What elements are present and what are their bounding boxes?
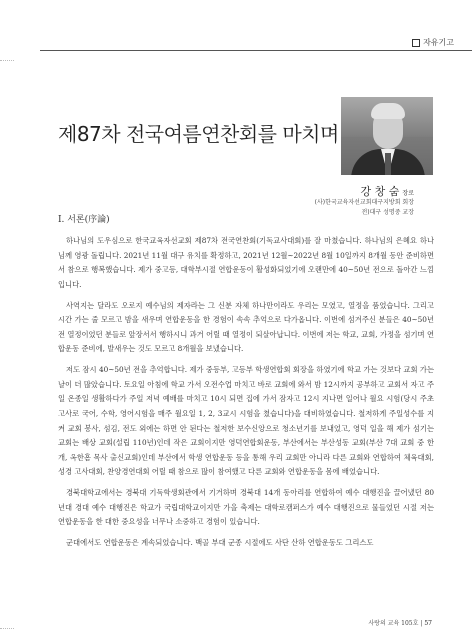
- section-label: 자유기고: [423, 38, 454, 47]
- author-affiliation-2: 전)대구 성명중 교장: [361, 209, 414, 216]
- section-tag: [412, 37, 454, 48]
- publication-name: 사랑의 교육 105호 |: [368, 620, 423, 627]
- margin-dots-bottom: [0, 628, 14, 629]
- square-icon: [412, 39, 420, 47]
- paragraph: 군대에서도 연합운동은 계속되었습니다. 백골 부대 군종 시절에도 사단 산하 연합운동도 그리스도: [66, 538, 374, 548]
- article-body: [58, 234, 434, 557]
- author-photo: [341, 97, 433, 175]
- article-title: 제87차 전국여름연찬회를 마치며: [58, 122, 339, 146]
- margin-dots-top: [0, 60, 14, 61]
- author-affiliation-1: (사)한국교육자선교회대구지방회 회장: [314, 199, 414, 206]
- page-number: 57: [424, 620, 432, 627]
- author-name: 강 창 숨: [360, 185, 400, 198]
- page-footer: [368, 618, 432, 627]
- paragraph: 경북대학교에서는 경북대 기독학생회관에서 기거하며 경북대 14개 동아리를 연합하여 예수 대행진을 끌어냈던 80년대 경대 예수 대행진은 학교가 국립대학교이지만 가을 축제는 대학로캠퍼스가 예수 대행진으로 물들었던 시절 저는 연합운동을 한 대한 중요성을 너무나 소중하고 경험이 있습니다.: [58, 488, 434, 527]
- header-rule: [40, 50, 472, 51]
- paragraph: 저도 잠시 40~50년 전을 추억합니다. 제가 중등부, 고등부 학생연합회 회장을 하였기에 학교 가는 것보다 교회 가는 날이 더 많았습니다. 토요일 아침에 학교 가서 오전수업 마치고 바로 교회에 와서 밤 12시까지 공부하고 교회서 자고 주일 온종일 생활하다가 주일 저녁 예배를 마치고 10시 되면 집에 가서 잠자고 12시 지나면 일어나 월요 시험(당시 주초 고사로 국어, 수학, 영어시험을 매주 월요일 1, 2, 3교시 시험을 쳤습니다)을 대비하였습니다. 철저하게 주일성수를 지켜 교회 봉사, 섬김, 전도 외에는 하면 안 된다는 철저한 보수신앙으로 청소년기를 보내었고, 영덕 일을 해 제가 섬기는 교회는 배상 교회(설립 110년)인데 작은 교회이지만 영덕연합회운동, 부산에서는 부산성동 교회(부산 7대 교회 중 한 개, 옥한흠 목사 출신교회)인데 부산에서 학생 연합운동 등을 통해 우리 교회만 아니라 다른 교회와 연합하여 체육대회, 성경 고사대회, 찬양경연대회 어릴 때 참으로 많이 참여했고 다른 교회와 연합운동을 몸에 배었습니다.: [58, 365, 434, 477]
- paragraph: 사역지는 달라도 오로지 예수님의 제자라는 그 신분 자체 하나만이라도 우리는 모였고, 열정을 품었습니다. 그리고 시간 가는 줄 모르고 밤을 새우며 연합운동을 한 경험이 속속 추억으로 다가옵니다. 이번에 섬겨주신 분들은 40~50년 전 열정이었던 분들로 앞장서서 행하시니 과거 어릴 때 열정이 되살아납니다. 이번에 저는 학교, 교회, 가정을 섬기며 연합운동 준비에, 발새우는 것도 모르고 8개월을 보냈습니다.: [58, 300, 434, 354]
- author-title: 장로: [402, 190, 414, 197]
- section-heading: Ⅰ. 서론(序論): [58, 215, 110, 225]
- paragraph: 하나님의 도우심으로 한국교육자선교회 제87차 전국연찬회(기독교사대회)를 잘 마쳤습니다. 하나님의 은혜요 하나님께 영광 돌립니다. 2021년 11월 대구 유치를 확정하고, 2021년 12월~2022년 8월 10일까지 8개월 동안 준비하면서 참으로 행복했습니다. 제가 중고등, 대학부시절 연합운동이 활성화되었기에 오랜만에 40~50년 전으로 돌아간 느낌입니다.: [58, 236, 434, 289]
